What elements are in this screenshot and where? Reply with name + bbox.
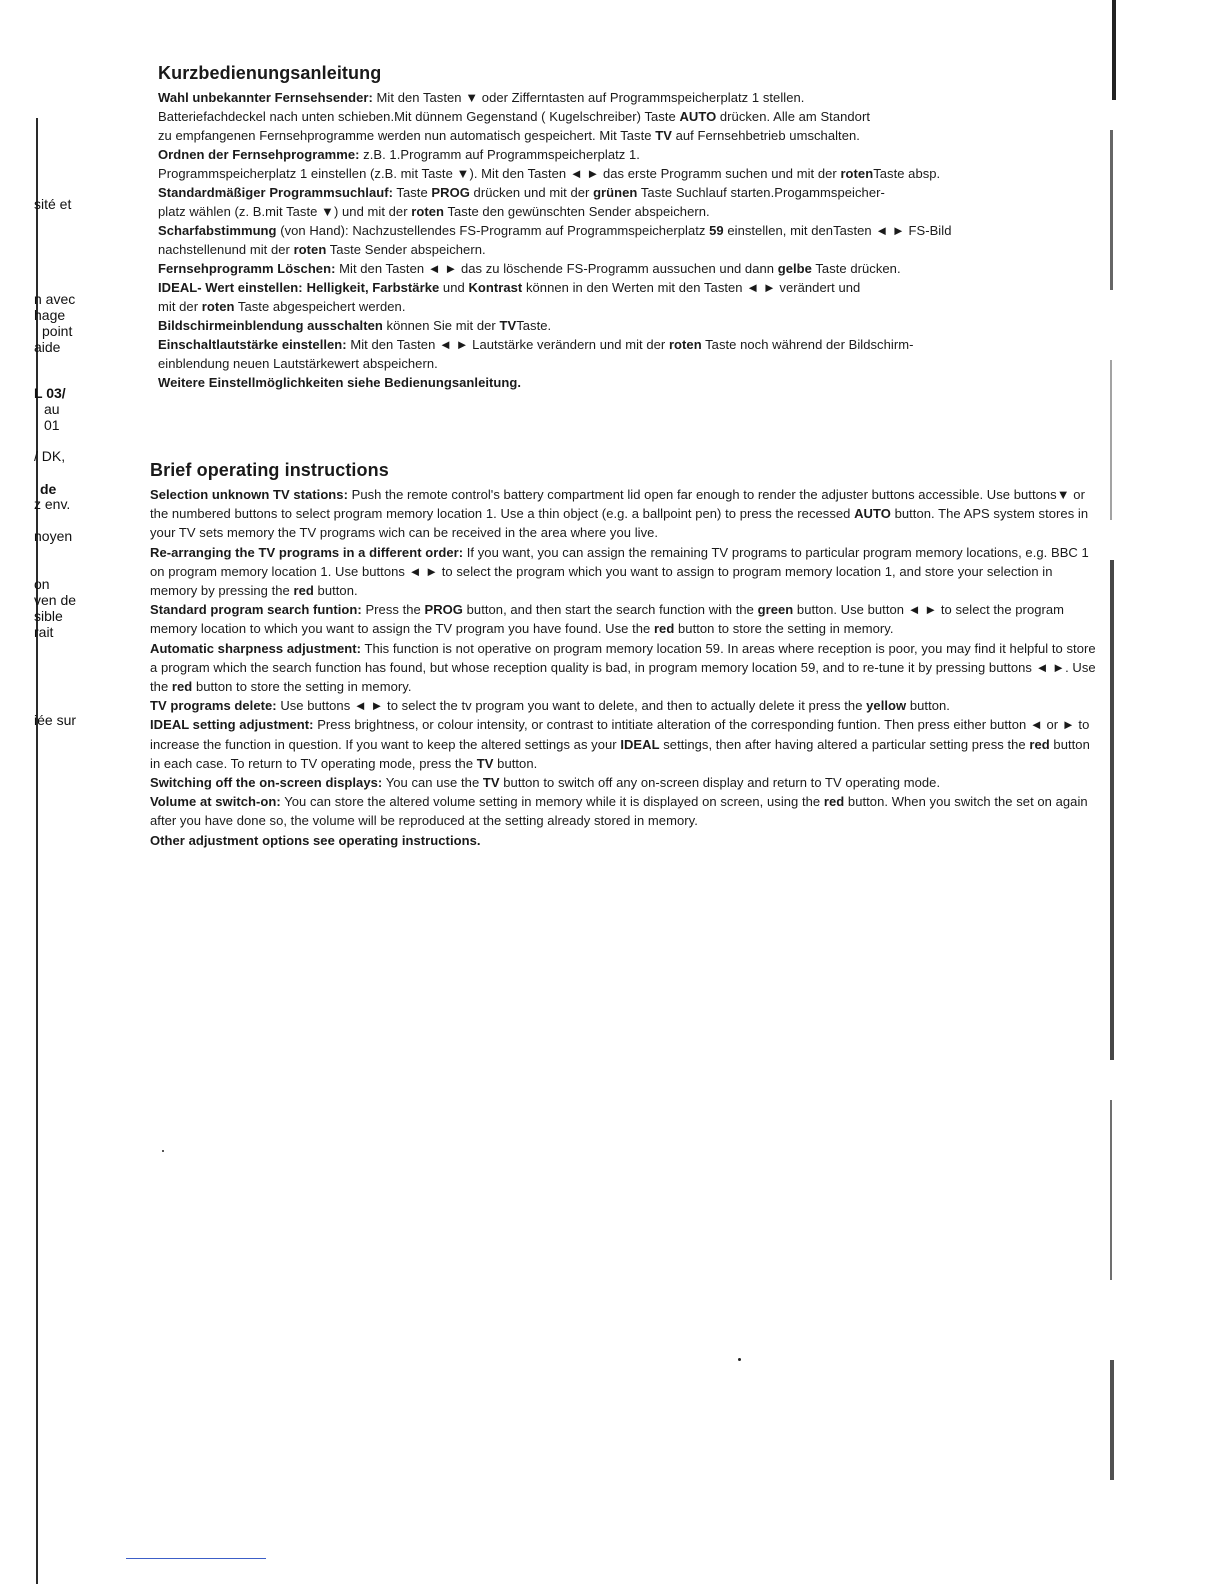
english-item-rearranging: Re-arranging the TV programs in a different order: If you want, you can assign the remaining TV programs to particular program memory locations, e.g. BBC 1 on program memory location 1. Use buttons ◄ ► to select the program which you want to assign to program memory location 1, and store your selection in memory by pressing the red button.: [150, 544, 1089, 599]
scan-edge-mark: [1110, 1360, 1114, 1480]
left-fragment: noyen: [34, 528, 73, 544]
left-fragment: iée sur: [34, 712, 77, 728]
english-title: Brief operating instructions: [150, 460, 389, 480]
scan-edge-mark: [1110, 560, 1114, 1060]
english-item-search: Standard program search funtion: Press the PROG button, and then start the search function with the green button. Use button ◄ ► to select the program memory location to which you want to assign the TV program you have found. Use the red button to store the setting in memory.: [150, 602, 1065, 637]
left-page-edge: [36, 118, 38, 1584]
english-item-sharpness: Automatic sharpness adjustment: This function is not operative on program memory location 59. In areas where reception is poor, you may find it helpful to store a program which the search function has found, but whose reception quality is bad, in program memory location 59, and to re-tune it by pressing buttons ◄ ►. Use the red button to store the setting in memory.: [150, 640, 1096, 695]
left-fragment: point: [42, 323, 73, 339]
english-item-selection: Selection unknown TV stations: Push the remote control's battery compartment lid open far enough to render the adjuster buttons accessible. Use buttons▼ or the numbered buttons to select program memory location 1. Use a thin object (e.g. a ballpoint pen) to press the recessed AUTO button. The APS system stores in your TV sets memory the TV programs wich can be received in the area where you live.: [150, 487, 1089, 541]
left-fragment: sible: [34, 608, 63, 624]
left-fragment: on: [34, 576, 50, 592]
german-item-more: Weitere Einstellmöglichkeiten siehe Bedienungsanleitung.: [158, 375, 522, 390]
left-fragment: hage: [34, 307, 66, 323]
german-item-search: Standardmäßiger Programmsuchlauf: Taste PROG drücken und mit der grünen Taste Suchlauf starten.Progammspeicher- platz wählen (z. B.mit Taste ▼) und mit der roten Taste den gewünschten Sender abspeichern.: [158, 185, 885, 219]
german-item-selection: Wahl unbekannter Fernsehsender: Mit den Tasten ▼ oder Zifferntasten auf Programmspeicherplatz 1 stellen. Batteriefachdeckel nach unten schieben.Mit dünnem Gegenstand ( Kugelschreiber) Taste AUTO drücken. Alle am Standort zu empfangenen Fernsehprogramme werden nun automatisch gespeichert. Mit Taste TV auf Fernsehbetrieb umschalten.: [158, 90, 871, 143]
german-item-delete: Fernsehprogramm Löschen: Mit den Tasten ◄ ► das zu löschende FS-Programm aussuchen und dann gelbe Taste drücken.: [158, 261, 901, 276]
left-fragment: rait: [34, 624, 54, 640]
left-fragment: aide: [34, 339, 61, 355]
left-fragment: sité et: [34, 196, 72, 212]
english-item-ideal: IDEAL setting adjustment: Press brightness, or colour intensity, or contrast to intitiate alteration of the corresponding funtion. Then press either button ◄ or ► to increase the function in question. If you want to keep the altered settings as your IDEAL settings, then after having altered a particular setting press the red button in each case. To return to TV operating mode, press the TV button.: [150, 717, 1090, 771]
english-instructions: [150, 460, 1100, 850]
german-item-osd-off: Bildschirmeinblendung ausschalten können Sie mit der TVTaste.: [158, 318, 552, 333]
left-fragment: ven de: [34, 592, 77, 608]
left-fragment: L 03/: [34, 385, 66, 401]
left-fragment: de: [40, 481, 57, 497]
german-item-ordering: Ordnen der Fernsehprogramme: z.B. 1.Programm auf Programmspeicherplatz 1. Programmspeicherplatz 1 einstellen (z.B. mit Taste ▼). Mit den Tasten ◄ ► das erste Programm suchen und mit der rotenTaste absp.: [158, 147, 941, 181]
german-item-volume: Einschaltlautstärke einstellen: Mit den Tasten ◄ ► Lautstärke verändern und mit der roten Taste noch während der Bildschirm- einblendung neuen Lautstärkewert abspeichern.: [158, 337, 914, 371]
german-instructions: [158, 63, 1078, 392]
english-item-volume: Volume at switch-on: You can store the altered volume setting in memory while it is displayed on screen, using the red button. When you switch the set on again after you have done so, the volume will be reproduced at the setting already stored in memory.: [150, 794, 1088, 829]
footer-rule: [126, 1558, 266, 1559]
left-fragment: 01: [44, 417, 60, 433]
left-fragment: / DK,: [34, 448, 66, 464]
scan-edge-mark: [1110, 360, 1112, 520]
german-item-finetune: Scharfabstimmung (von Hand): Nachzustellendes FS-Programm auf Programmspeicherplatz 59 einstellen, mit denTasten ◄ ► FS-Bild nachstellenund mit der roten Taste Sender abspeichern.: [158, 223, 952, 257]
scan-speck: [162, 1150, 164, 1152]
scan-speck: [738, 1358, 741, 1361]
scan-edge-mark: [1110, 1100, 1112, 1280]
left-fragment: z env.: [34, 496, 71, 512]
english-item-osd-off: Switching off the on-screen displays: You can use the TV button to switch off any on-screen display and return to TV operating mode.: [150, 775, 941, 791]
german-title: Kurzbedienungsanleitung: [158, 63, 382, 83]
english-item-delete: TV programs delete: Use buttons ◄ ► to select the tv program you want to delete, and then to actually delete it press the yellow button.: [150, 698, 950, 714]
german-item-ideal: IDEAL- Wert einstellen: Helligkeit, Farbstärke und Kontrast können in den Werten mit den Tasten ◄ ► verändert und mit der roten Taste abgespeichert werden.: [158, 280, 861, 314]
scan-edge-mark: [1110, 130, 1113, 290]
scan-edge-mark: [1112, 0, 1116, 100]
left-fragment: au: [44, 401, 60, 417]
left-fragment: n avec: [34, 291, 76, 307]
english-item-more: Other adjustment options see operating instructions.: [150, 832, 481, 848]
